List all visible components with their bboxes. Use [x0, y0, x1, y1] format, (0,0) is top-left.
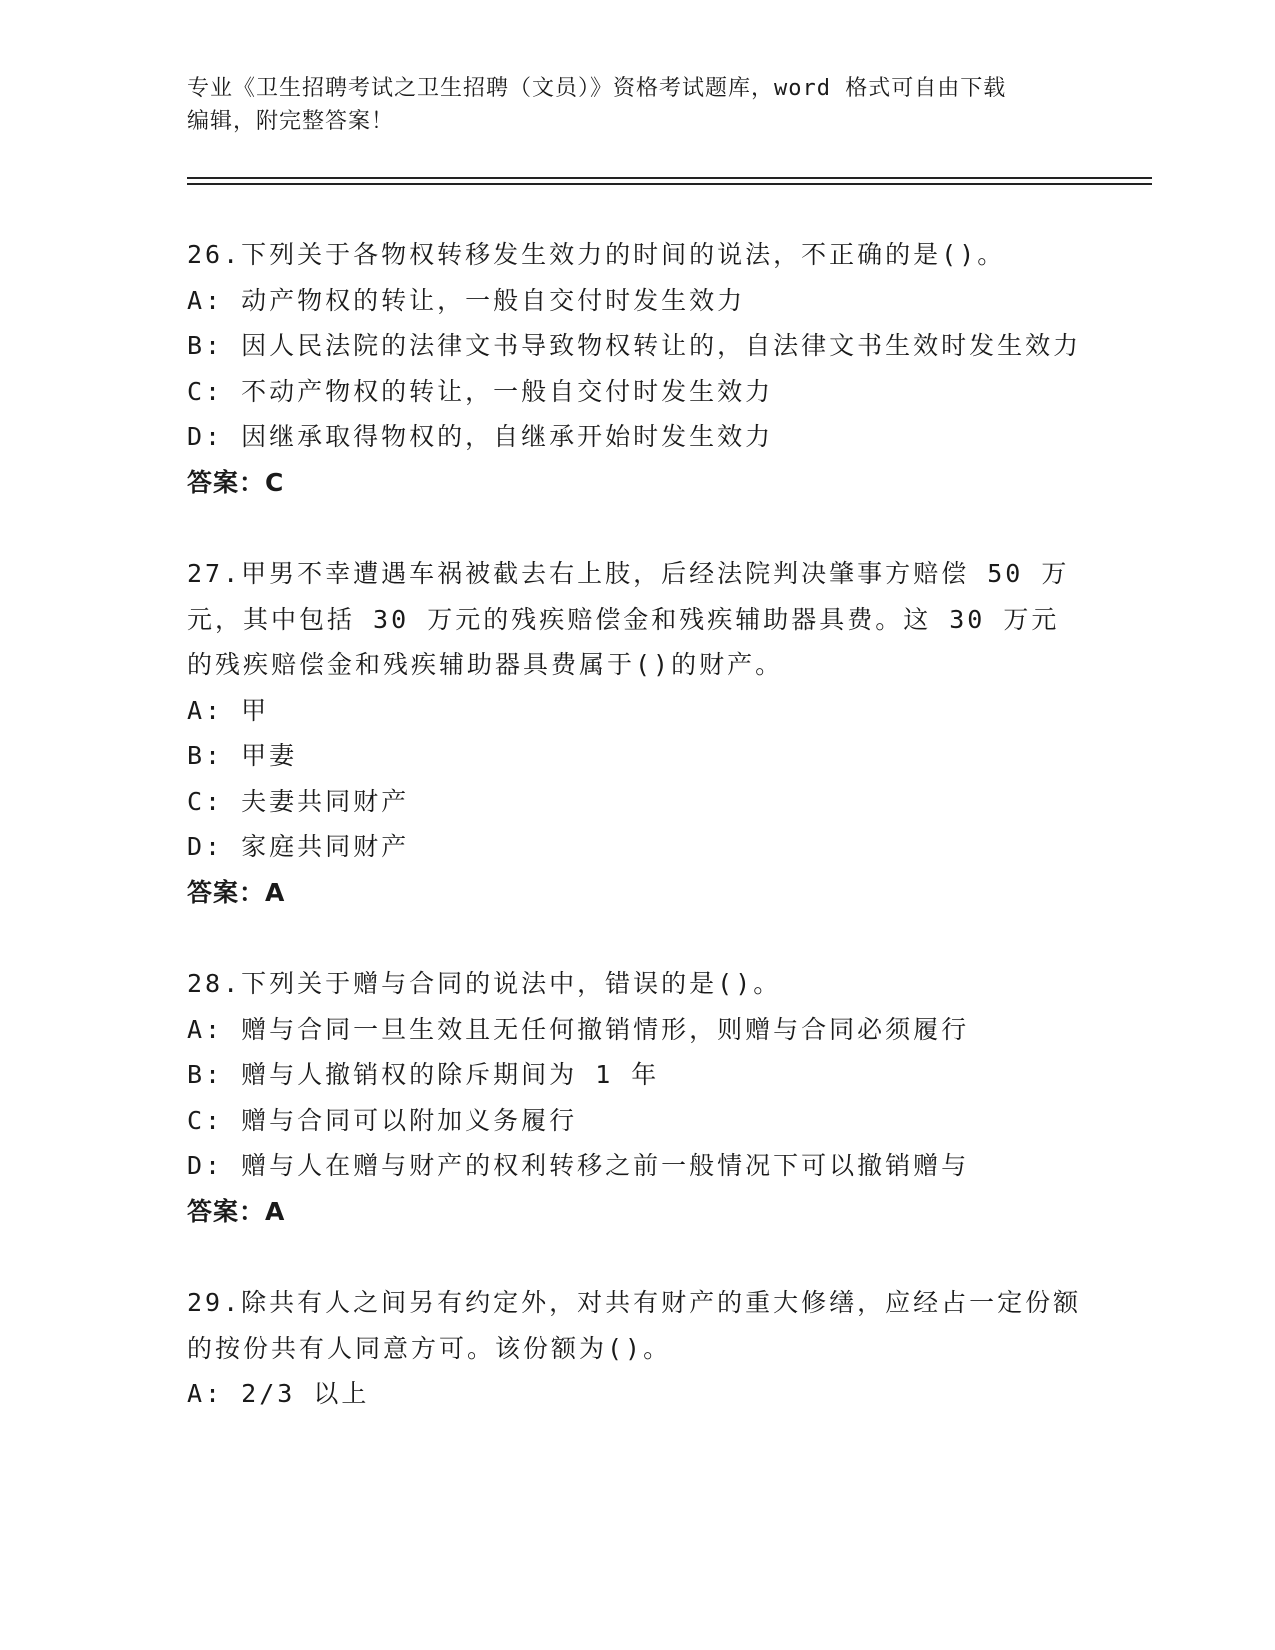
option-a: A: 赠与合同一旦生效且无任何撤销情形，则赠与合同必须履行 [187, 1014, 970, 1044]
header-line-2: 编辑，附完整答案！ [187, 109, 395, 134]
option-c: C: 赠与合同可以附加义务履行 [187, 1105, 578, 1135]
header-line-1: 专业《卫生招聘考试之卫生招聘（文员）》资格考试题库，word 格式可自由下载 [187, 76, 1007, 101]
question-26 [187, 232, 1087, 505]
option-a: A: 2/3 以上 [187, 1379, 370, 1408]
option-d: D: 因继承取得物权的，自继承开始时发生效力 [187, 422, 774, 451]
question-list [187, 232, 1087, 1463]
question-29 [187, 1280, 1087, 1417]
header-rule-top [187, 177, 1152, 179]
answer: 答案：A [187, 877, 286, 907]
option-d: D: 家庭共同财产 [187, 832, 410, 861]
option-c: C: 夫妻共同财产 [187, 786, 410, 816]
header-rule-bottom [187, 183, 1152, 185]
question-text: 27.甲男不幸遭遇车祸被截去右上肢，后经法院判决肇事方赔偿 50 万元，其中包括 30 万元的残疾赔偿金和残疾辅助器具费。这 30 万元的残疾赔偿金和残疾辅助器具费属于()的财产。 [187, 559, 1070, 679]
option-d: D: 赠与人在赠与财产的权利转移之前一般情况下可以撤销赠与 [187, 1151, 970, 1180]
option-b: B: 甲妻 [187, 741, 298, 770]
question-text: 29.除共有人之间另有约定外，对共有财产的重大修缮，应经占一定份额的按份共有人同意方可。该份额为()。 [187, 1288, 1082, 1363]
option-c: C: 不动产物权的转让，一般自交付时发生效力 [187, 376, 774, 406]
option-a: A: 动产物权的转让，一般自交付时发生效力 [187, 285, 746, 315]
question-text: 28.下列关于赠与合同的说法中，错误的是()。 [187, 969, 782, 998]
question-text: 26.下列关于各物权转移发生效力的时间的说法，不正确的是()。 [187, 240, 1006, 269]
answer: 答案：C [187, 467, 285, 497]
answer: 答案：A [187, 1196, 286, 1226]
option-b: B: 赠与人撤销权的除斥期间为 1 年 [187, 1060, 660, 1089]
question-27 [187, 551, 1087, 915]
option-a: A: 甲 [187, 695, 270, 725]
document-header [187, 72, 1087, 138]
question-28 [187, 961, 1087, 1234]
option-b: B: 因人民法院的法律文书导致物权转让的，自法律文书生效时发生效力 [187, 331, 1082, 360]
